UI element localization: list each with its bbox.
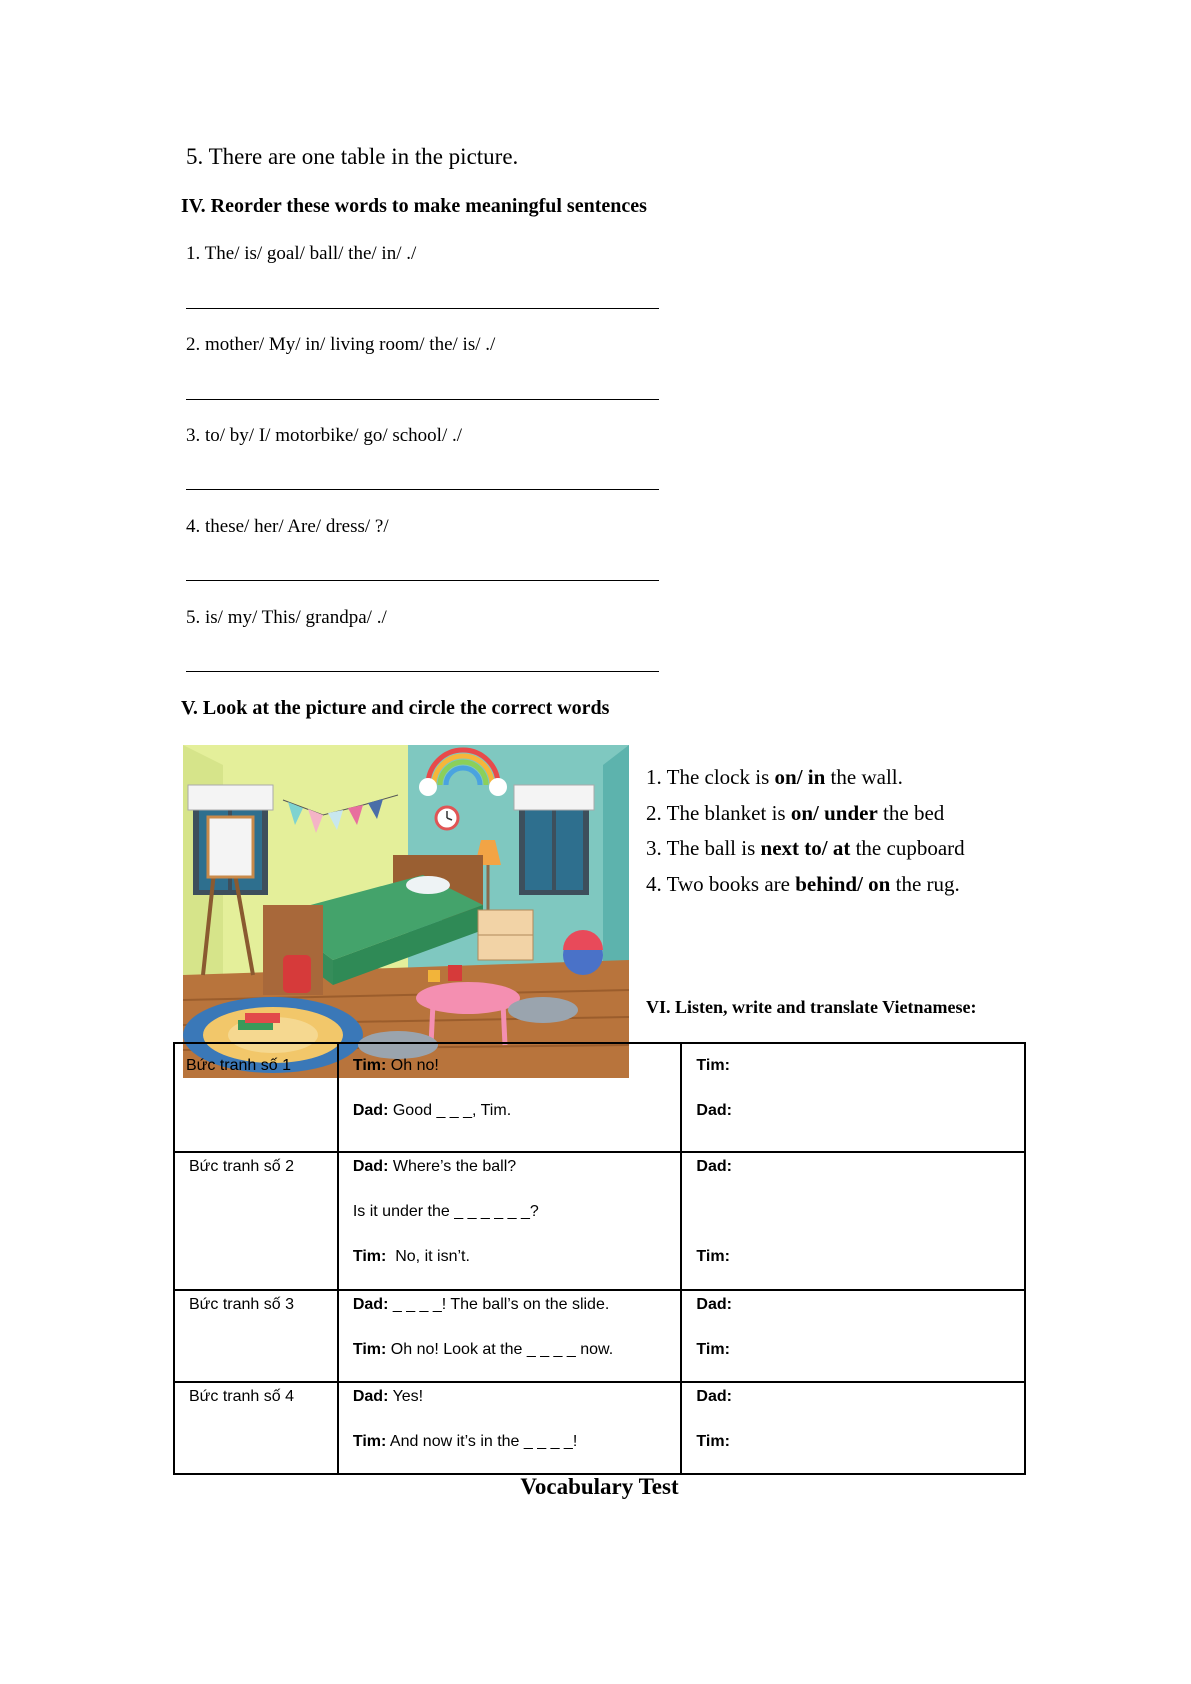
picture-question-4: 4. Two books are behind/ on the rug. bbox=[646, 872, 960, 896]
translation-label: Tim: bbox=[696, 1433, 730, 1450]
answer-line-3[interactable] bbox=[186, 489, 659, 490]
answer-line-5[interactable] bbox=[186, 671, 659, 672]
dialogue-line: Is it under the _ _ _ _ _ _? bbox=[352, 1203, 539, 1220]
picture-label-cell bbox=[174, 1290, 338, 1382]
translation-label: Tim: bbox=[696, 1248, 730, 1265]
dialogue-line: Tim: Oh no! Look at the _ _ _ _ now. bbox=[352, 1341, 614, 1358]
dialogue-cell bbox=[338, 1152, 682, 1290]
picture-label-cell bbox=[174, 1152, 338, 1290]
translation-cell[interactable] bbox=[681, 1290, 1025, 1382]
dialogue-table bbox=[173, 1042, 1026, 1475]
picture-question-2: 2. The blanket is on/ under the bed bbox=[646, 801, 945, 825]
picture-label-cell bbox=[174, 1382, 338, 1474]
section-5-heading: V. Look at the picture and circle the correct words bbox=[181, 697, 610, 719]
picture-label-cell bbox=[174, 1043, 338, 1152]
translation-label: Dad: bbox=[696, 1158, 732, 1175]
picture-label: Bức tranh số 3 bbox=[189, 1296, 294, 1313]
table-row bbox=[174, 1043, 1025, 1152]
answer-line-4[interactable] bbox=[186, 580, 659, 581]
reorder-item-4: 4. these/ her/ Are/ dress/ ?/ bbox=[186, 516, 389, 537]
picture-label: Bức tranh số 1 bbox=[186, 1057, 291, 1074]
dialogue-cell bbox=[338, 1290, 682, 1382]
footer-title: Vocabulary Test bbox=[520, 1474, 679, 1499]
answer-line-2[interactable] bbox=[186, 399, 659, 400]
table-row bbox=[174, 1382, 1025, 1474]
picture-label: Bức tranh số 4 bbox=[189, 1388, 294, 1405]
picture-question-1: 1. The clock is on/ in the wall. bbox=[646, 765, 903, 789]
translation-cell[interactable] bbox=[681, 1043, 1025, 1152]
picture-question-3: 3. The ball is next to/ at the cupboard bbox=[646, 836, 965, 860]
picture-label: Bức tranh số 2 bbox=[189, 1158, 294, 1175]
dialogue-line: Dad: Where’s the ball? bbox=[352, 1158, 517, 1175]
translation-label: Dad: bbox=[696, 1388, 732, 1405]
answer-line-1[interactable] bbox=[186, 308, 659, 309]
section-4-heading: IV. Reorder these words to make meaningful sentences bbox=[181, 195, 647, 217]
reorder-item-2: 2. mother/ My/ in/ living room/ the/ is/ ./ bbox=[186, 334, 496, 355]
translation-label: Dad: bbox=[696, 1296, 732, 1313]
translation-label: Tim: bbox=[696, 1057, 730, 1074]
translation-label: Tim: bbox=[696, 1341, 730, 1358]
dialogue-line: Dad: _ _ _ _! The ball’s on the slide. bbox=[352, 1296, 610, 1313]
dialogue-cell bbox=[338, 1043, 682, 1152]
dialogue-line: Tim: Oh no! bbox=[352, 1057, 439, 1074]
exercise-item-top: 5. There are one table in the picture. bbox=[186, 144, 519, 169]
table-row bbox=[174, 1290, 1025, 1382]
translation-cell[interactable] bbox=[681, 1152, 1025, 1290]
table-row bbox=[174, 1152, 1025, 1290]
translation-label: Dad: bbox=[696, 1102, 732, 1119]
reorder-item-1: 1. The/ is/ goal/ ball/ the/ in/ ./ bbox=[186, 243, 417, 264]
reorder-item-3: 3. to/ by/ I/ motorbike/ go/ school/ ./ bbox=[186, 425, 463, 446]
bedroom-illustration bbox=[183, 745, 629, 1078]
dialogue-line: Tim: No, it isn’t. bbox=[352, 1248, 470, 1265]
dialogue-line: Dad: Yes! bbox=[352, 1388, 424, 1405]
dialogue-line: Dad: Good _ _ _, Tim. bbox=[352, 1102, 512, 1119]
section-6-heading: VI. Listen, write and translate Vietnamese: bbox=[646, 997, 977, 1017]
reorder-item-5: 5. is/ my/ This/ grandpa/ ./ bbox=[186, 607, 387, 628]
translation-cell[interactable] bbox=[681, 1382, 1025, 1474]
dialogue-line: Tim: And now it’s in the _ _ _ _! bbox=[352, 1433, 578, 1450]
dialogue-cell bbox=[338, 1382, 682, 1474]
